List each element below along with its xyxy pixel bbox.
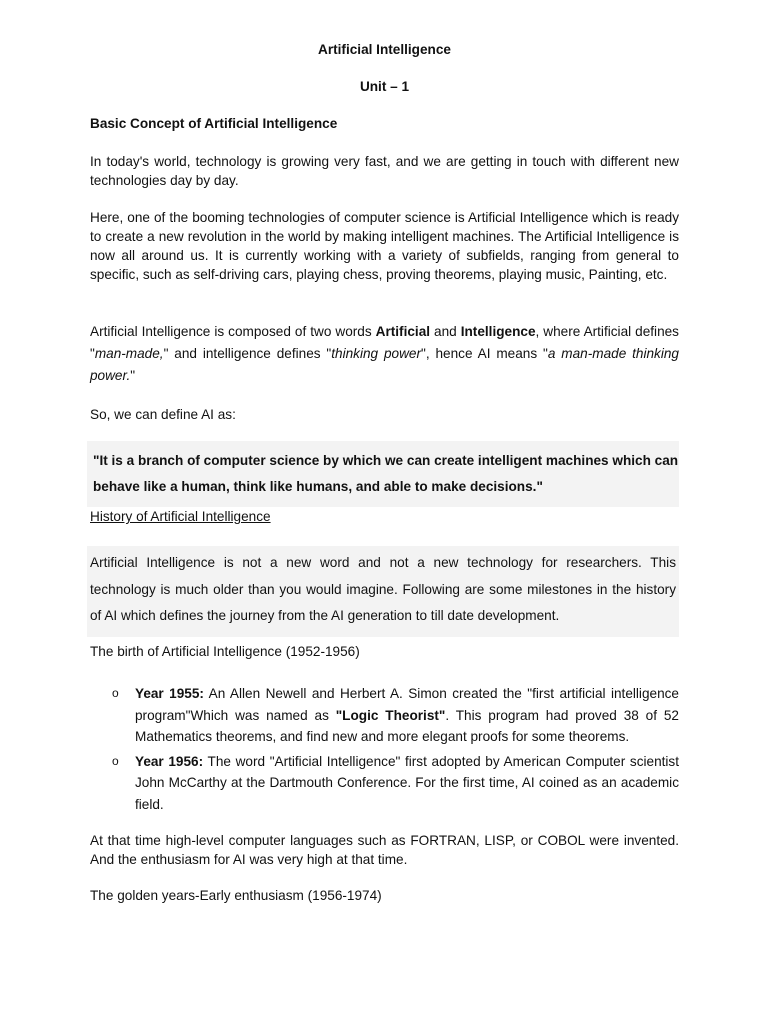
intro-paragraph: In today's world, technology is growing very fast, and we are getting in touch with different new technologies day by day. xyxy=(90,154,679,188)
definition-quote-box xyxy=(87,441,679,507)
text: , where Artificial defines " xyxy=(90,324,679,361)
italic-term: thinking power xyxy=(331,346,422,361)
bold-term: Artificial xyxy=(375,324,431,339)
text: and xyxy=(430,324,461,339)
list-item xyxy=(90,683,679,748)
text: Artificial Intelligence is composed of two words xyxy=(90,324,376,339)
list-item xyxy=(90,751,679,816)
birth-heading: The birth of Artificial Intelligence (1952-1956) xyxy=(90,644,360,659)
milestone-list xyxy=(90,683,679,818)
milestone-year: Year 1956: xyxy=(135,753,204,769)
milestone-text: . This program had proved 38 of 52 Mathematics theorems, and find new and more elegant proofs for some theorems. xyxy=(135,707,679,744)
definition-words-paragraph xyxy=(90,321,679,387)
milestone-year: Year 1955: xyxy=(135,686,204,701)
history-paragraph: Artificial Intelligence is not a new word and not a new technology for researchers. This technology is much older than you would imagine. Following are some milestones in the history of AI which defines the journey from the AI generation to till date development. xyxy=(90,555,676,623)
text: ", hence AI means " xyxy=(421,346,548,361)
milestone-text: The word "Artificial Intelligence" first adopted by American Computer scientist John McCarthy at the Dartmouth Conference. For the first time, AI coined as an academic field. xyxy=(135,753,679,812)
document-title: Artificial Intelligence xyxy=(318,42,451,57)
logic-theorist-term: "Logic Theorist" xyxy=(335,707,446,723)
italic-term: man-made, xyxy=(94,346,164,361)
definition-quote: "It is a branch of computer science by which we can create intelligent machines which can behave like a human, think like humans, and able to make decisions." xyxy=(93,453,679,494)
history-paragraph-box xyxy=(87,546,679,637)
languages-paragraph: At that time high-level computer languages such as FORTRAN, LISP, or COBOL were invented. And the enthusiasm for AI was very high at that time. xyxy=(90,833,679,867)
section-heading: Basic Concept of Artificial Intelligence xyxy=(90,116,338,131)
history-heading: History of Artificial Intelligence xyxy=(90,509,271,524)
golden-years-heading: The golden years-Early enthusiasm (1956-1974) xyxy=(90,888,382,903)
text: " and intelligence defines " xyxy=(163,346,332,361)
unit-label: Unit – 1 xyxy=(359,79,410,94)
booming-tech-paragraph: Here, one of the booming technologies of computer science is Artificial Intelligence which is ready to create a new revolution in the world by making intelligent machines. The Artificial Intelligence is now all around us. It is currently working with a variety of subfields, ranging from general to specific, such as self-driving cars, playing chess, proving theorems, playing music, Painting, etc. xyxy=(90,210,679,282)
define-ai-line: So, we can define AI as: xyxy=(90,407,236,422)
bullet-icon: o xyxy=(112,686,119,700)
bold-term: Intelligence xyxy=(460,324,536,339)
text: " xyxy=(130,368,136,383)
bullet-icon: o xyxy=(112,753,119,768)
milestone-text: An Allen Newell and Herbert A. Simon created the "first artificial intelligence program"Which was named as xyxy=(135,686,679,723)
italic-term: a man-made thinking power. xyxy=(90,346,679,383)
